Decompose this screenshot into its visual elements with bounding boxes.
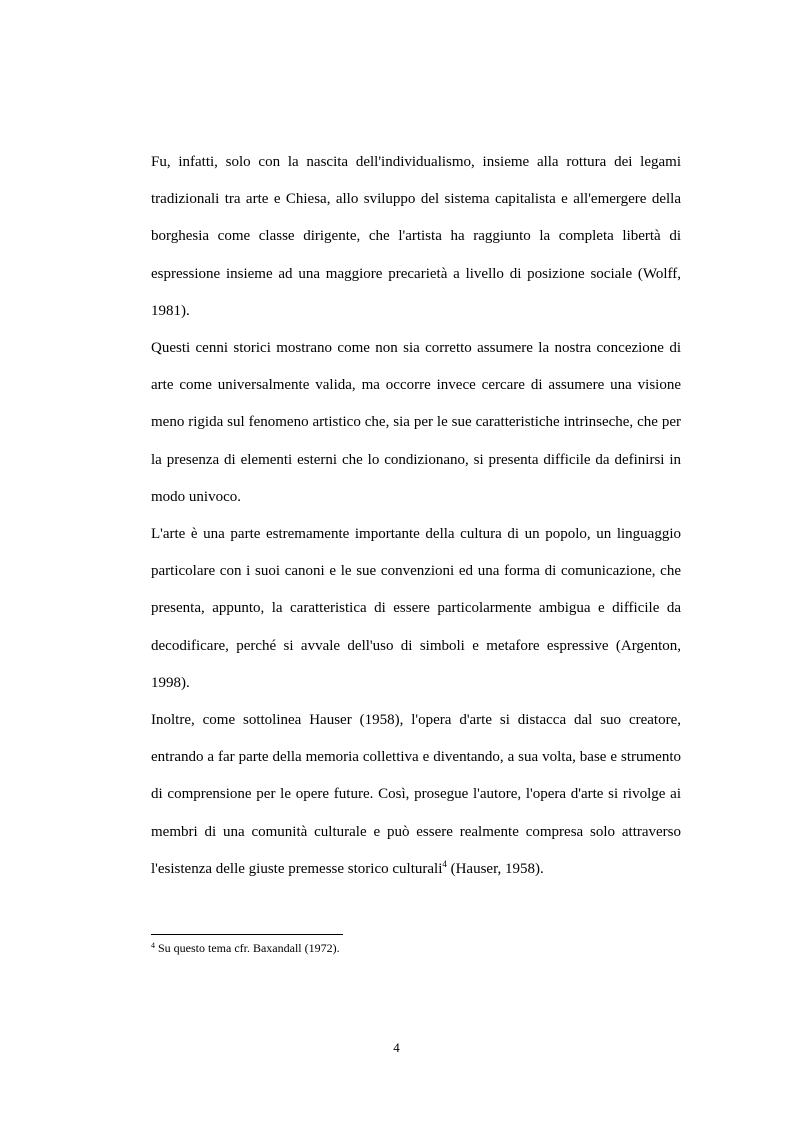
paragraph-text: Inoltre, come sottolinea Hauser (1958), l'opera d'arte si distacca dal suo creatore, entrando a far parte della memoria collettiva e diventando, a sua volta, base e strumento di comprensione per le opere future. Così, prosegue l'autore, l'opera d'arte si rivolge ai membri di una comunità culturale e può essere realmente compresa solo attraverso l'esistenza delle giuste premesse storico culturali: [151, 712, 681, 877]
paragraph: L'arte è una parte estremamente importante della cultura di un popolo, un linguaggio particolare con i suoi canoni e le sue convenzioni ed una forma di comunicazione, che presenta, appunto, la caratteristica di essere particolarmente ambigua e difficile da decodificare, perché si avvale dell'uso di simboli e metafore espressive (Argenton, 1998).: [151, 526, 681, 691]
paragraph: Questi cenni storici mostrano come non sia corretto assumere la nostra concezione di arte come universalmente valida, ma occorre invece cercare di assumere una visione meno rigida sul fenomeno artistico che, sia per le sue caratteristiche intrinseche, che per la presenza di elementi esterni che lo condizionano, si presenta difficile da definirsi in modo univoco.: [151, 340, 681, 505]
body-text: [151, 144, 681, 888]
paragraph-citation: (Hauser, 1958).: [446, 860, 544, 877]
page-number: 4: [393, 1040, 400, 1055]
footnote-divider: [151, 934, 343, 935]
footnote: [151, 941, 340, 955]
footnote-marker: 4: [151, 941, 155, 950]
footnote-reference[interactable]: 4: [442, 858, 447, 869]
paragraph: Fu, infatti, solo con la nascita dell'individualismo, insieme alla rottura dei legami tradizionali tra arte e Chiesa, allo sviluppo del sistema capitalista e all'emergere della borghesia come classe dirigente, che l'artista ha raggiunto la completa libertà di espressione insieme ad una maggiore precarietà a livello di posizione sociale (Wolff, 1981).: [151, 154, 681, 319]
paragraph: [151, 702, 681, 888]
footnote-text: Su questo tema cfr. Baxandall (1972).: [155, 941, 340, 955]
